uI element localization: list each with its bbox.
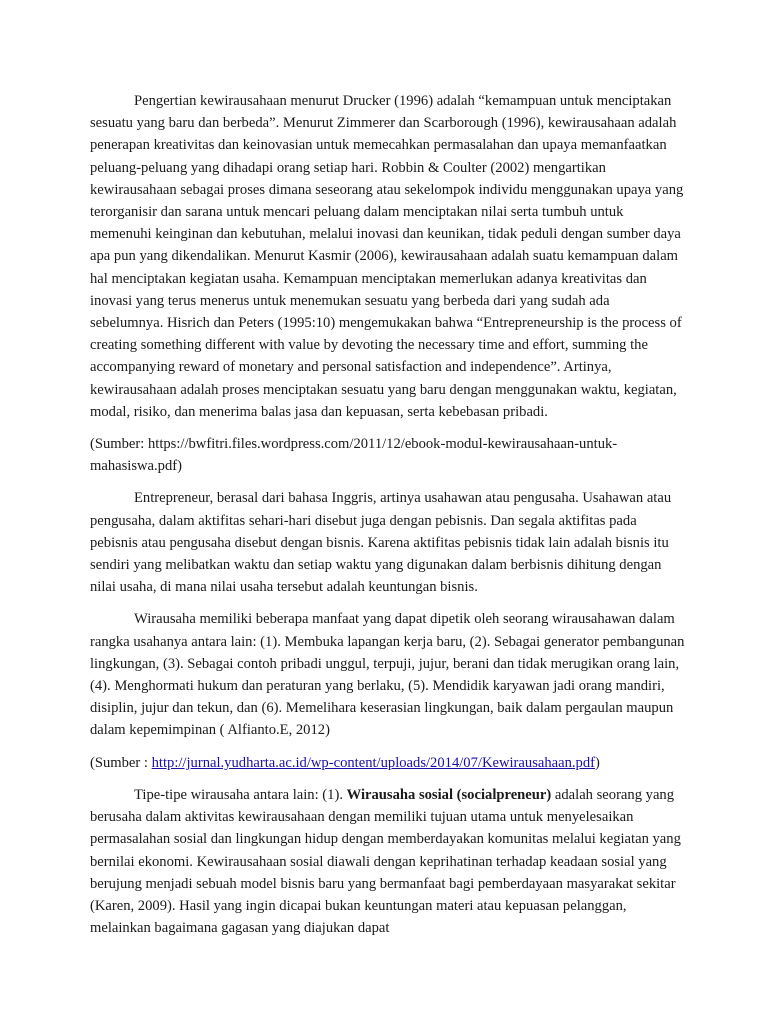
paragraph-benefits xyxy=(90,608,686,741)
paragraph-types-bold-term: Wirausaha sosial (socialpreneur) xyxy=(346,786,552,803)
paragraph-definition-text: Pengertian kewirausahaan menurut Drucker (1996) adalah “kemampuan untuk menciptakan sesuatu yang baru dan berbeda”. Menurut Zimmerer dan Scarborough (1996), kewirausahaan adalah penerapan kreativitas dan keinovasian untuk memecahkan permasalahan dan upaya memanfaatkan peluang-peluang yang dihadapi orang setiap hari. Robbin & Coulter (2002) mengartikan kewirausahaan sebagai proses dimana seseorang atau sekelompok individu menggunakan upaya yang terorganisir dan sarana untuk mencari peluang dalam menciptakan nilai serta tumbuh untuk memenuhi keinginan dan kebutuhan, melalui inovasi dan keunikan, tidak peduli dengan sumber daya apa pun yang dikendalikan. Menurut Kasmir (2006), kewirausahaan adalah suatu kemampuan dalam hal menciptakan kegiatan usaha. Kemampuan menciptakan memerlukan adanya kreativitas dan inovasi yang terus menerus untuk menemukan sesuatu yang berbeda dari yang sudah ada sebelumnya. Hisrich dan Peters (1995:10) mengemukakan bahwa “Entrepreneurship is the process of creating something different with value by devoting the necessary time and effort, summing the accompanying reward of monetary and personal satisfaction and independence”. Artinya, kewirausahaan adalah proses menciptakan sesuatu yang baru dengan menggunakan waktu, kegiatan, modal, risiko, dan menerima balas jasa dan kepuasan, serta kebebasan pribadi. xyxy=(90,93,684,420)
paragraph-types-intro: Tipe-tipe wirausaha antara lain: (1). xyxy=(134,786,347,803)
source-citation-2-link[interactable]: http://jurnal.yudharta.ac.id/wp-content/uploads/2014/07/Kewirausahaan.pdf xyxy=(151,754,595,771)
paragraph-benefits-text: Wirausaha memiliki beberapa manfaat yang dapat dipetik oleh seorang wirausahawan dalam rangka usahanya antara lain: (1). Membuka lapangan kerja baru, (2). Sebagai generator pembangunan lingkungan, (3). Sebagai contoh pribadi unggul, terpuji, jujur, berani dan tidak merugikan orang lain, (4). Menghormati hukum dan peraturan yang berlaku, (5). Mendidik karyawan jadi orang mandiri, disiplin, jujur dan tekun, dan (6). Memelihara keserasian lingkungan, baik dalam pergaulan maupun dalam kepemimpinan ( Alfianto.E, 2012) xyxy=(90,611,685,739)
source-citation-2-suffix: ) xyxy=(595,754,600,771)
paragraph-types xyxy=(90,784,686,939)
source-citation-2 xyxy=(90,752,686,774)
paragraph-entrepreneur-text: Entrepreneur, berasal dari bahasa Inggris, artinya usahawan atau pengusaha. Usahawan atau pengusaha, dalam aktifitas sehari-hari disebut juga dengan pebisnis. Dan segala aktifitas pada pebisnis atau pengusaha disebut dengan bisnis. Karena aktifitas pebisnis tidak lain adalah bisnis itu sendiri yang melibatkan waktu dan setiap waktu yang digunakan dalam berbisnis dihitung dengan nilai usaha, di mana nilai usaha tersebut adalah keuntungan bisnis. xyxy=(90,490,672,596)
document-body xyxy=(90,90,686,949)
paragraph-entrepreneur xyxy=(90,487,686,598)
source-citation-1 xyxy=(90,433,686,477)
paragraph-types-rest: adalah seorang yang berusaha dalam aktivitas kewirausahaan dengan memiliki tujuan utama untuk menyelesaikan permasalahan sosial dan lingkungan hidup dengan memberdayakan komunitas melalui kegiatan yang bernilai ekonomi. Kewirausahaan sosial diawali dengan keprihatinan terhadap keadaan sosial yang berujung menjadi sebuah model bisnis baru yang bermanfaat bagi pemberdayaan masyarakat sekitar (Karen, 2009). Hasil yang ingin dicapai bukan keuntungan materi atau kepuasan pelanggan, melainkan bagaimana gagasan yang diajukan dapat xyxy=(90,786,681,937)
source-citation-1-text: (Sumber: https://bwfitri.files.wordpress.com/2011/12/ebook-modul-kewirausahaan-untuk-mahasiswa.pdf) xyxy=(90,436,618,475)
source-citation-2-prefix: (Sumber : xyxy=(90,754,152,771)
paragraph-definition xyxy=(90,90,686,423)
